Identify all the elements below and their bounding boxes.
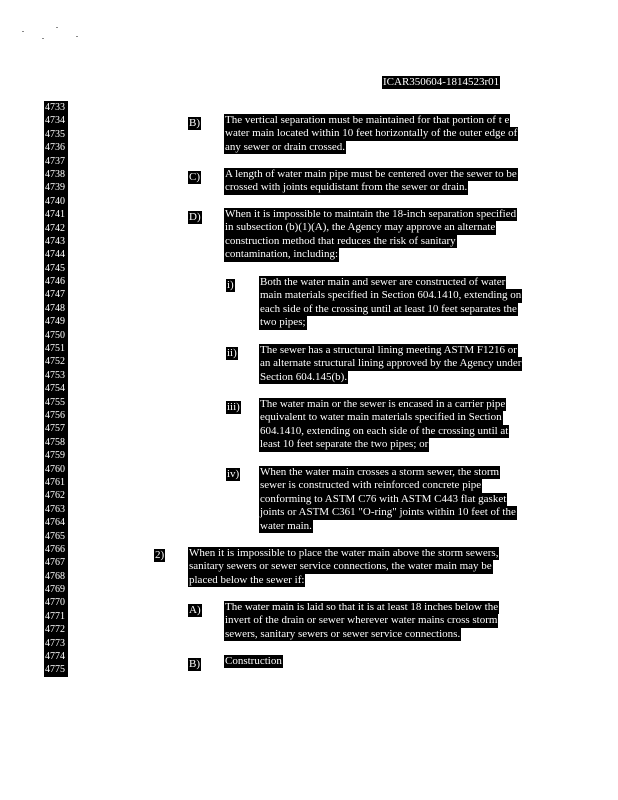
line-number: 4775 [44,663,68,676]
text-line: contamination, including: [225,248,339,261]
line-number: 4768 [44,570,68,583]
item-label-d-iii: iii) [227,401,240,413]
text-line: The vertical separation must be maintained for that portion of t e [225,114,510,126]
item-label-2-b: B) [189,658,200,670]
item-label-d-iv: iv) [227,468,240,480]
text-line: conforming to ASTM C76 with ASTM C443 flat gasket [260,492,507,505]
line-number: 4773 [44,637,68,650]
line-number: 4747 [44,288,68,301]
line-number: 4745 [44,262,68,275]
line-number: 4763 [44,503,68,516]
paragraph-d [224,208,517,262]
line-number: 4736 [44,141,68,154]
text-line: A length of water main pipe must be centered over the sewer to be [225,168,517,180]
text-line: in subsection (b)(1)(A), the Agency may approve an alternate [225,221,496,234]
line-number: 4741 [44,208,68,221]
paragraph-b [224,114,518,154]
scan-speck [22,31,24,32]
item-label-c: C) [189,171,200,183]
text-line: Construction [225,655,282,667]
line-number: 4751 [44,342,68,355]
text-line: each side of the crossing until at least 10 feet separates the [260,302,517,315]
line-number: 4771 [44,610,68,623]
line-number: 4738 [44,168,68,181]
line-number: 4764 [44,516,68,529]
paragraph-2-b [224,655,283,668]
text-line: sewers, sanitary sewers or sewer service connections. [225,627,461,640]
paragraph-d-iv [259,466,517,533]
paragraph-2-a [224,601,499,641]
line-number: 4734 [44,114,68,127]
text-line: Section 604.145(b). [260,370,348,383]
text-line: sewer is constructed with reinforced concrete pipe [260,479,482,492]
line-number: 4748 [44,302,68,315]
scan-speck [76,36,78,37]
line-number: 4742 [44,222,68,235]
line-number: 4739 [44,181,68,194]
item-label-d: D) [189,211,201,223]
line-number: 4749 [44,315,68,328]
text-line: When it is impossible to place the water main above the storm sewers, [189,547,499,559]
line-number: 4756 [44,409,68,422]
paragraph-c [224,168,518,195]
line-number: 4740 [44,195,68,208]
text-line: an alternate structural lining approved by the Agency under [260,357,522,370]
paragraph-d-i [259,276,522,330]
line-number: 4754 [44,382,68,395]
line-number: 4746 [44,275,68,288]
text-line: water main. [260,519,312,532]
line-number: 4762 [44,489,68,502]
line-number: 4759 [44,449,68,462]
item-label-b: B) [189,117,200,129]
text-line: joints or ASTM C361 "O-ring" joints within 10 feet of the [260,506,516,519]
line-number: 4750 [44,329,68,342]
line-number: 4752 [44,355,68,368]
text-line: Both the water main and sewer are constructed of water [260,276,506,288]
item-label-2-a: A) [189,604,201,616]
text-line: The water main or the sewer is encased in a carrier pipe [260,398,506,410]
line-number: 4772 [44,623,68,636]
text-line: When it is impossible to maintain the 18-inch separation specified [225,208,517,220]
line-number: 4755 [44,396,68,409]
line-number: 4774 [44,650,68,663]
text-line: equivalent to water main materials specified in Section [260,411,502,424]
line-number: 4757 [44,422,68,435]
line-number: 4735 [44,128,68,141]
text-line: 604.1410, extending on each side of the crossing until at [260,424,509,437]
scan-speck [42,38,44,39]
line-number: 4766 [44,543,68,556]
line-number: 4758 [44,436,68,449]
text-line: sanitary sewers or sewer service connections, the water main may be [189,560,492,573]
paragraph-d-ii [259,344,522,384]
text-line: placed below the sewer if: [189,573,305,586]
line-number: 4770 [44,596,68,609]
item-label-d-ii: ii) [227,347,237,359]
text-line: invert of the drain or sewer wherever water mains cross storm [225,614,498,627]
text-line: construction method that reduces the risk of sanitary [225,234,456,247]
line-number: 4744 [44,248,68,261]
text-line: water main located within 10 feet horizontally of the outer edge of [225,127,518,140]
text-line: two pipes; [260,316,306,329]
line-number-column [44,101,68,677]
item-label-d-i: i) [227,279,234,291]
text-line: main materials specified in Section 604.1410, extending on [260,289,522,302]
line-number: 4760 [44,463,68,476]
line-number: 4737 [44,155,68,168]
item-label-2: 2) [155,549,165,561]
line-number: 4733 [44,101,68,114]
text-line: crossed with joints equidistant from the sewer or drain. [225,181,468,194]
text-line: The water main is laid so that it is at least 18 inches below the [225,601,499,613]
text-line: When the water main crosses a storm sewer, the storm [260,466,500,478]
text-line: any sewer or drain crossed. [225,140,346,153]
paragraph-2 [188,547,499,587]
paragraph-d-iii [259,398,509,452]
scan-speck [56,27,58,28]
line-number: 4769 [44,583,68,596]
line-number: 4767 [44,556,68,569]
text-line: The sewer has a structural lining meeting ASTM F1216 or [260,344,517,356]
document-id: ICAR350604-1814523r01 [383,76,500,88]
line-number: 4765 [44,530,68,543]
text-line: least 10 feet separate the two pipes; or [260,438,429,451]
line-number: 4753 [44,369,68,382]
line-number: 4743 [44,235,68,248]
line-number: 4761 [44,476,68,489]
